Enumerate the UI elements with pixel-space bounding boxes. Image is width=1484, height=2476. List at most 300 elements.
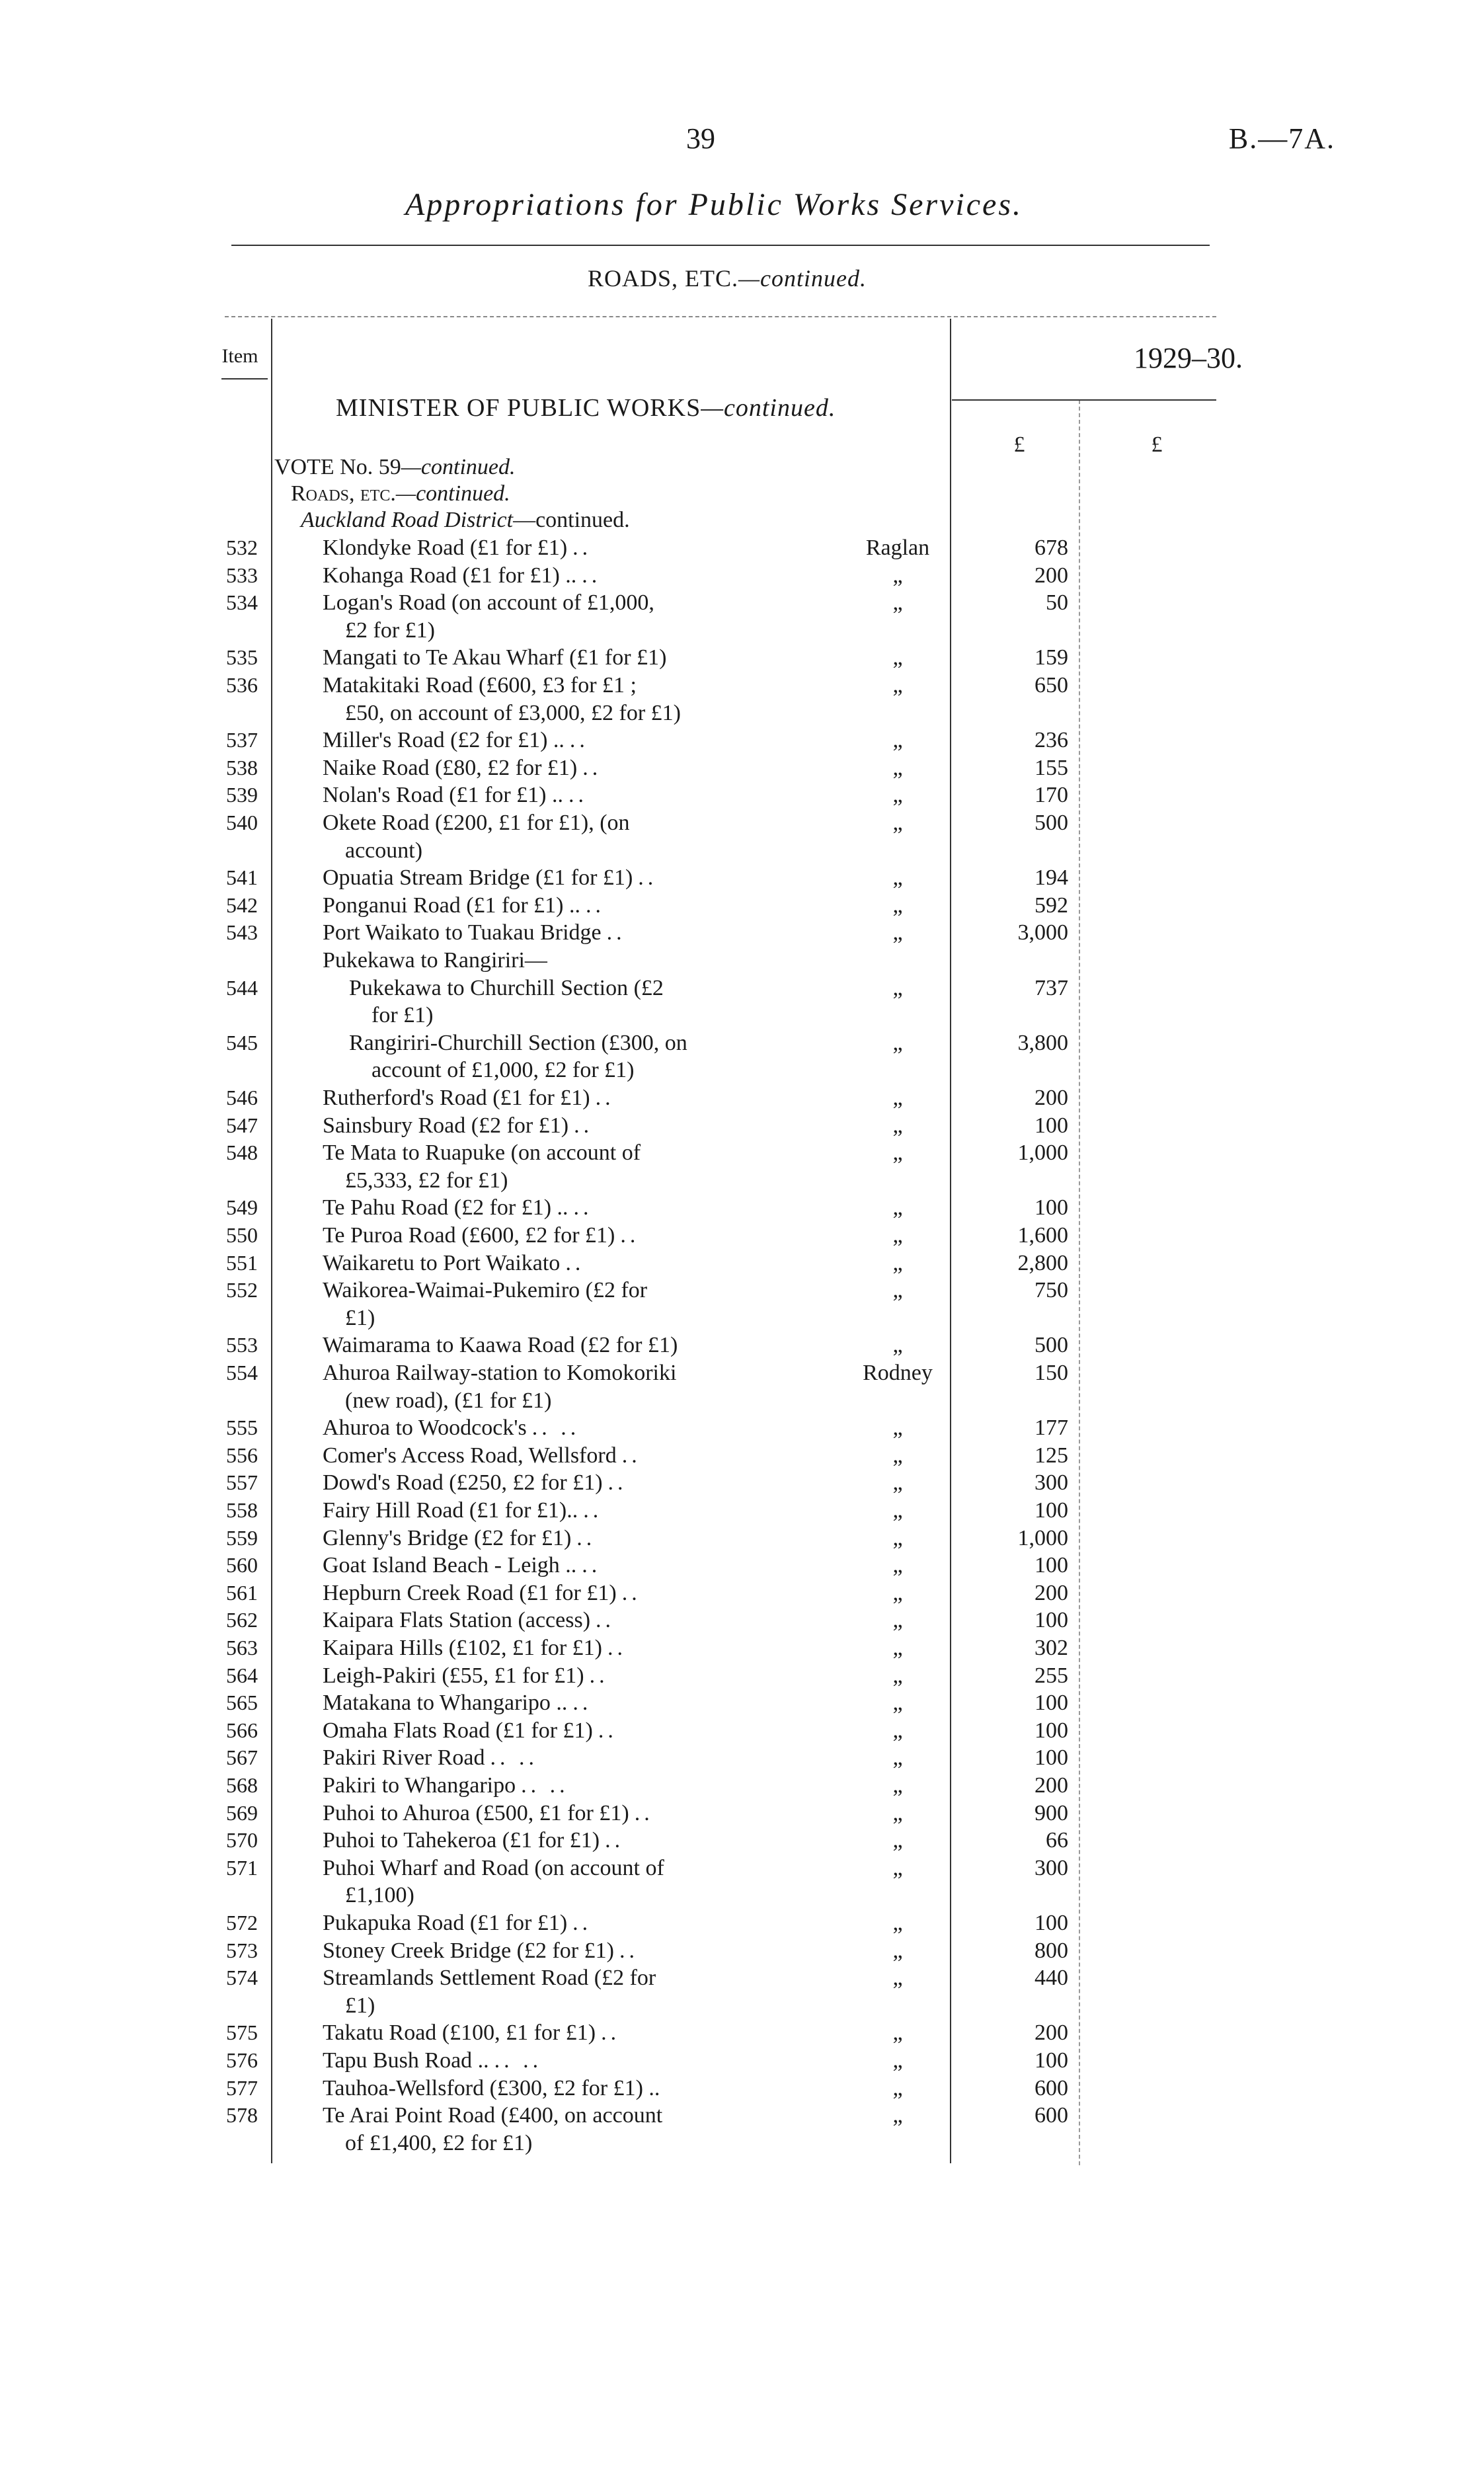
item-description-text: Comer's Access Road, Wellsford [323, 1443, 617, 1468]
electoral-district: „ [892, 1745, 903, 1771]
item-description [323, 1498, 602, 1523]
electoral-district: „ [892, 811, 903, 835]
item-description [323, 1745, 538, 1771]
item-description-text: Nolan's Road (£1 for £1) .. [323, 783, 564, 808]
roads-subheading-suffix: —continued. [395, 481, 510, 506]
amount-value: 650 [1035, 673, 1068, 698]
item-number: 538 [226, 755, 258, 779]
item-number: 536 [226, 673, 258, 697]
leader-dots: .. [606, 920, 626, 945]
item-description-text: Rangiriri-Churchill Section (£300, on [349, 1030, 687, 1055]
header-rule [231, 245, 1210, 246]
amount-column-mid-divider [1079, 400, 1080, 2165]
item-description [323, 536, 592, 561]
item-number: 533 [226, 563, 258, 587]
item-description-text: Logan's Road (on account of £1,000, [323, 590, 654, 616]
leader-dots: .. [621, 1443, 641, 1468]
item-number: 542 [226, 893, 258, 917]
item-description [323, 1801, 654, 1826]
district-subheading-suffix: —continued. [513, 508, 630, 532]
electoral-district: „ [892, 563, 903, 588]
item-description [323, 1663, 609, 1689]
leader-dots: .. [605, 1828, 625, 1853]
leader-dots: .. .. [494, 2048, 543, 2073]
electoral-district: „ [892, 1938, 903, 1963]
page-subtitle: Appropriations for Public Works Services. [405, 187, 1023, 222]
item-number: 568 [226, 1773, 258, 1797]
item-description [323, 590, 654, 616]
item-description-text: Kaipara Hills (£102, £1 for £1) [323, 1636, 603, 1660]
item-number: 535 [226, 645, 258, 670]
item-description-continuation: account of £1,000, £2 for £1) [371, 1058, 635, 1083]
document-reference: B.—7A. [1228, 122, 1335, 155]
item-description-text: Naike Road (£80, £2 for £1) [323, 755, 578, 780]
item-description-text: Ponganui Road (£1 for £1) .. [323, 893, 581, 918]
amount-value: 900 [1035, 1800, 1068, 1825]
item-description-text: Mangati to Te Akau Wharf (£1 for £1) [323, 645, 667, 670]
amount-value: 66 [1046, 1828, 1068, 1853]
electoral-district: „ [892, 728, 903, 753]
item-description [323, 563, 601, 588]
vote-heading-main: VOTE No. 59 [274, 455, 401, 479]
amount-value: 200 [1035, 1086, 1068, 1110]
item-description [323, 1718, 617, 1743]
item-description-text: Fairy Hill Road (£1 for £1).. [323, 1498, 578, 1523]
item-description [323, 673, 637, 698]
leader-dots: .. [574, 1113, 594, 1138]
item-description-text: Te Arai Point Road (£400, on account [323, 2103, 663, 2128]
leader-dots: .. [582, 563, 602, 588]
electoral-district: „ [892, 1498, 903, 1523]
item-number: 571 [226, 1855, 258, 1880]
item-number: 554 [226, 1361, 258, 1384]
item-description [323, 1608, 615, 1633]
district-subheading-main: Auckland Road District [301, 508, 514, 532]
item-description [323, 1470, 627, 1496]
leader-dots: .. .. [490, 1745, 539, 1771]
leader-dots: .. [620, 1223, 640, 1248]
item-description [323, 2076, 660, 2101]
item-description [323, 1443, 641, 1468]
item-description-text: Pakiri to Whangaripo [323, 1773, 516, 1798]
amount-value: 100 [1035, 1718, 1068, 1743]
item-description-text: Sainsbury Road (£2 for £1) [323, 1113, 569, 1138]
leader-dots: .. [565, 1250, 585, 1275]
roads-subheading [291, 481, 510, 506]
item-description-text: Matakana to Whangaripo .. [323, 1691, 568, 1716]
amount-value: 100 [1035, 1911, 1068, 1935]
item-description-text: Waikaretu to Port Waikato [323, 1250, 561, 1275]
electoral-district: „ [892, 673, 903, 698]
item-column-header: Item [221, 345, 258, 367]
leader-dots: .. [576, 1525, 596, 1550]
item-description-continuation: £5,333, £2 for £1) [345, 1168, 508, 1193]
amount-value: 194 [1035, 865, 1068, 891]
item-description-continuation: £50, on account of £3,000, £2 for £1) [345, 700, 682, 725]
item-description [323, 1195, 593, 1220]
amount-value: 100 [1035, 1113, 1068, 1138]
item-number: 550 [226, 1223, 258, 1247]
item-number: 558 [226, 1498, 258, 1522]
item-description-text: Tapu Bush Road .. [323, 2048, 489, 2073]
amount-value: 100 [1035, 1745, 1068, 1771]
electoral-district: „ [892, 2020, 903, 2046]
item-number: 572 [226, 1911, 258, 1935]
item-description-text: Stoney Creek Bridge (£2 for £1) [323, 1938, 614, 1963]
item-number: 551 [226, 1250, 258, 1275]
pound-column-2-header: £ [1151, 432, 1163, 457]
item-description [323, 948, 547, 973]
item-description-text: Opuatia Stream Bridge (£1 for £1) [323, 865, 633, 891]
electoral-district: „ [892, 1443, 903, 1468]
item-description-text: Puhoi to Ahuroa (£500, £1 for £1) [323, 1800, 629, 1825]
item-description-text: Klondyke Road (£1 for £1) [323, 536, 568, 560]
item-number: 553 [226, 1333, 258, 1357]
leader-dots: .. [589, 1663, 609, 1688]
leader-dots: .. [638, 865, 658, 891]
leader-dots: .. .. [521, 1773, 569, 1798]
section-rule [225, 316, 1216, 317]
item-description [323, 865, 657, 891]
electoral-district: „ [892, 893, 903, 918]
electoral-district: „ [892, 1855, 903, 1880]
amount-value: 100 [1035, 1691, 1068, 1716]
amount-value: 3,000 [1017, 920, 1068, 945]
item-number: 561 [226, 1580, 258, 1605]
item-number: 552 [226, 1278, 258, 1302]
leader-dots: .. [598, 1718, 617, 1743]
leader-dots: .. [607, 1636, 627, 1660]
item-number: 570 [226, 1828, 258, 1853]
amount-value: 100 [1035, 1553, 1068, 1578]
amount-value: 600 [1035, 2075, 1068, 2100]
amount-value: 150 [1035, 1361, 1068, 1385]
item-description [323, 1938, 639, 1964]
electoral-district: „ [892, 783, 903, 808]
amount-value: 678 [1035, 536, 1068, 560]
district-subheading [301, 508, 630, 533]
item-number: 556 [226, 1443, 258, 1467]
electoral-district: „ [892, 1470, 903, 1496]
roads-subheading-main: Roads, etc. [291, 481, 396, 506]
item-description [323, 1278, 647, 1303]
item-description [323, 1086, 615, 1111]
amount-value: 500 [1035, 811, 1068, 835]
section-title [463, 264, 992, 292]
amount-value: 236 [1035, 728, 1068, 753]
item-description-text: Waimarama to Kaawa Road (£2 for £1) [323, 1333, 678, 1358]
electoral-district: „ [892, 1773, 903, 1798]
amount-value: 1,000 [1017, 1525, 1068, 1550]
amount-value: 302 [1035, 1636, 1068, 1660]
item-description [323, 893, 605, 918]
amount-value: 300 [1035, 1855, 1068, 1880]
item-description-text: Te Pahu Road (£2 for £1) .. [323, 1195, 568, 1220]
electoral-district: „ [892, 1113, 903, 1138]
item-number: 564 [226, 1663, 258, 1687]
electoral-district: „ [892, 1691, 903, 1716]
electoral-district: „ [892, 1140, 903, 1166]
item-description-text: Leigh-Pakiri (£55, £1 for £1) [323, 1663, 584, 1688]
electoral-district: „ [892, 1525, 903, 1550]
item-description [323, 1251, 584, 1276]
leader-dots: .. [582, 1553, 602, 1578]
item-description-text: Goat Island Beach - Leigh .. [323, 1553, 577, 1578]
item-number: 545 [226, 1030, 258, 1055]
electoral-district: „ [892, 975, 903, 1000]
leader-dots: .. [582, 755, 602, 780]
item-description-text: Takatu Road (£100, £1 for £1) [323, 2020, 596, 2046]
electoral-district: „ [892, 1636, 903, 1660]
item-header-underline [221, 378, 268, 379]
amount-value: 200 [1035, 2020, 1068, 2046]
item-number: 569 [226, 1800, 258, 1825]
item-description-text: Rutherford's Road (£1 for £1) [323, 1086, 590, 1110]
item-number: 548 [226, 1140, 258, 1165]
item-number: 566 [226, 1718, 258, 1742]
item-description [323, 2020, 620, 2046]
item-description [323, 645, 666, 670]
item-description [323, 756, 602, 781]
item-number: 573 [226, 1938, 258, 1962]
item-description-continuation: (new road), (£1 for £1) [345, 1388, 552, 1413]
electoral-district: „ [892, 1223, 903, 1248]
item-description-text: Dowd's Road (£250, £2 for £1) [323, 1470, 603, 1496]
leader-dots: .. [586, 893, 605, 918]
item-description-text: Streamlands Settlement Road (£2 for [323, 1966, 656, 1991]
amount-value: 100 [1035, 1195, 1068, 1220]
electoral-district: „ [892, 2103, 903, 2128]
item-description [323, 1526, 596, 1551]
item-number: 546 [226, 1086, 258, 1109]
item-description-continuation: £1,100) [345, 1883, 414, 1908]
electoral-district: „ [892, 2075, 903, 2100]
item-description [323, 1773, 569, 1798]
item-description-text: Omaha Flats Road (£1 for £1) [323, 1718, 593, 1743]
electoral-district: Rodney [863, 1361, 933, 1385]
section-title-suffix: —continued. [738, 265, 867, 292]
electoral-district: „ [892, 2048, 903, 2073]
item-description [323, 920, 626, 945]
electoral-district: „ [892, 1580, 903, 1605]
item-description [323, 1140, 641, 1166]
item-number: 565 [226, 1691, 258, 1715]
item-description-text: Hepburn Creek Road (£1 for £1) [323, 1580, 617, 1605]
item-description-text: Kohanga Road (£1 for £1) .. [323, 563, 577, 588]
electoral-district: Raglan [865, 536, 930, 560]
item-description [323, 1223, 639, 1248]
item-description-text: Tauhoa-Wellsford (£300, £2 for £1) .. [323, 2075, 660, 2100]
amount-value: 1,600 [1017, 1223, 1068, 1248]
item-description-text: Puhoi to Tahekeroa (£1 for £1) [323, 1828, 600, 1853]
pound-column-1-header: £ [1013, 432, 1025, 457]
item-number: 532 [226, 536, 258, 559]
item-description-continuation: £1) [345, 1993, 375, 2018]
amount-value: 155 [1035, 755, 1068, 780]
item-number: 534 [226, 590, 258, 615]
amount-value: 800 [1035, 1938, 1068, 1963]
electoral-district: „ [892, 1030, 903, 1055]
amount-value: 255 [1035, 1663, 1068, 1688]
item-description-text: Pukekawa to Churchill Section (£2 [349, 975, 664, 1000]
item-number: 543 [226, 920, 258, 945]
electoral-district: „ [892, 1195, 903, 1220]
leader-dots: .. [621, 1580, 641, 1605]
item-description-text: Ahuroa to Woodcock's [323, 1416, 527, 1441]
item-description-text: Pakiri River Road [323, 1745, 485, 1771]
vote-heading [274, 455, 516, 480]
leader-dots: .. [573, 1195, 593, 1220]
item-description-continuation: account) [345, 838, 423, 863]
item-description-text: Port Waikato to Tuakau Bridge [323, 920, 602, 945]
page-number: 39 [686, 122, 715, 155]
leader-dots: .. [569, 728, 589, 753]
electoral-district: „ [892, 1553, 903, 1578]
leader-dots: .. [596, 1608, 615, 1633]
amount-value: 600 [1035, 2103, 1068, 2128]
item-number: 567 [226, 1745, 258, 1770]
item-number: 539 [226, 783, 258, 807]
vote-heading-suffix: —continued. [401, 455, 516, 479]
leader-dots: .. [634, 1800, 654, 1825]
leader-dots: .. [595, 1086, 615, 1110]
item-description [323, 1581, 641, 1606]
item-description-continuation: £1) [345, 1305, 375, 1330]
item-description-text: Pukekawa to Rangiriri— [323, 948, 547, 973]
item-description [323, 1828, 624, 1853]
item-description-text: Matakitaki Road (£600, £3 for £1 ; [323, 673, 637, 698]
amount-value: 100 [1035, 1608, 1068, 1633]
electoral-district: „ [892, 865, 903, 891]
amount-value: 50 [1046, 590, 1068, 616]
leader-dots: .. [568, 783, 588, 808]
item-number: 576 [226, 2048, 258, 2072]
amount-value: 100 [1035, 2048, 1068, 2073]
item-description-text: Glenny's Bridge (£2 for £1) [323, 1525, 572, 1550]
amount-value: 159 [1035, 645, 1068, 670]
leader-dots: .. .. [531, 1416, 580, 1441]
item-description-text: Ahuroa Railway-station to Komokoriki [323, 1361, 677, 1385]
item-description [323, 1361, 676, 1386]
item-description [323, 1966, 656, 1991]
item-description [323, 1856, 664, 1881]
item-description-text: Miller's Road (£2 for £1) .. [323, 728, 565, 753]
item-description [323, 728, 589, 753]
item-description-text: Te Mata to Ruapuke (on account of [323, 1140, 641, 1166]
amount-value: 750 [1035, 1278, 1068, 1303]
section-title-main: ROADS, ETC. [587, 265, 739, 292]
amount-value: 200 [1035, 563, 1068, 588]
electoral-district: „ [892, 920, 903, 945]
item-number: 549 [226, 1195, 258, 1220]
minister-suffix: —continued. [701, 394, 836, 422]
item-description-text: Kaipara Flats Station (access) [323, 1608, 591, 1633]
amount-value: 100 [1035, 1498, 1068, 1523]
minister-heading [336, 393, 836, 422]
item-description-text: Waikorea-Waimai-Pukemiro (£2 for [323, 1278, 648, 1303]
leader-dots: .. [619, 1938, 639, 1963]
item-description [323, 1553, 601, 1578]
item-number: 547 [226, 1113, 258, 1137]
item-description [323, 811, 630, 836]
electoral-district: „ [892, 1718, 903, 1743]
leader-dots: .. [601, 2020, 621, 2046]
leader-dots: .. [572, 1911, 592, 1935]
item-description-text: Te Puroa Road (£600, £2 for £1) [323, 1223, 615, 1248]
amount-value: 125 [1035, 1443, 1068, 1468]
electoral-district: „ [892, 1333, 903, 1358]
electoral-district: „ [892, 1966, 903, 1991]
item-description-continuation: for £1) [371, 1003, 434, 1028]
amount-value: 3,800 [1017, 1030, 1068, 1055]
item-description [323, 1416, 580, 1441]
electoral-district: „ [892, 645, 903, 670]
year-header-underline [952, 399, 1216, 401]
amount-value: 737 [1035, 975, 1068, 1000]
electoral-district: „ [892, 1250, 903, 1275]
electoral-district: „ [892, 590, 903, 616]
electoral-district: „ [892, 755, 903, 780]
item-description [323, 1911, 592, 1936]
item-number: 541 [226, 865, 258, 890]
item-number: 577 [226, 2075, 258, 2100]
item-description [323, 1691, 592, 1716]
item-number: 578 [226, 2103, 258, 2128]
item-description [323, 1333, 678, 1358]
amount-value: 200 [1035, 1773, 1068, 1798]
item-description [323, 2103, 662, 2128]
amount-value: 200 [1035, 1580, 1068, 1605]
item-number: 560 [226, 1553, 258, 1577]
item-description [349, 976, 664, 1001]
item-number: 574 [226, 1966, 258, 1990]
item-description-text: Okete Road (£200, £1 for £1), (on [323, 811, 630, 835]
item-description [323, 1636, 627, 1661]
item-number: 563 [226, 1636, 258, 1659]
item-number: 575 [226, 2020, 258, 2045]
electoral-district: „ [892, 1416, 903, 1441]
electoral-district: „ [892, 1663, 903, 1688]
electoral-district: „ [892, 1608, 903, 1633]
item-description [323, 1113, 593, 1138]
amount-value: 440 [1035, 1966, 1068, 1991]
item-description [349, 1031, 687, 1056]
amount-value: 2,800 [1017, 1250, 1068, 1275]
electoral-district: „ [892, 1086, 903, 1110]
amount-value: 500 [1035, 1333, 1068, 1358]
year-column-header: 1929–30. [1134, 342, 1243, 374]
amount-value: 177 [1035, 1416, 1068, 1441]
item-number: 544 [226, 975, 258, 1000]
minister-title: MINISTER OF PUBLIC WORKS [336, 394, 701, 422]
amount-value: 1,000 [1017, 1140, 1068, 1166]
amount-value: 592 [1035, 893, 1068, 918]
leader-dots: .. [572, 536, 592, 560]
item-number: 540 [226, 811, 258, 834]
item-number: 559 [226, 1525, 258, 1550]
item-number: 557 [226, 1470, 258, 1495]
leader-dots: .. [583, 1498, 603, 1523]
electoral-district: „ [892, 1278, 903, 1303]
item-description-text: Puhoi Wharf and Road (on account of [323, 1855, 664, 1880]
item-number: 537 [226, 728, 258, 752]
item-column-divider [271, 319, 272, 2163]
amount-value: 170 [1035, 783, 1068, 808]
item-number: 555 [226, 1416, 258, 1440]
electoral-district: „ [892, 1911, 903, 1935]
amount-value: 300 [1035, 1470, 1068, 1496]
item-description-text: Pukapuka Road (£1 for £1) [323, 1911, 568, 1935]
